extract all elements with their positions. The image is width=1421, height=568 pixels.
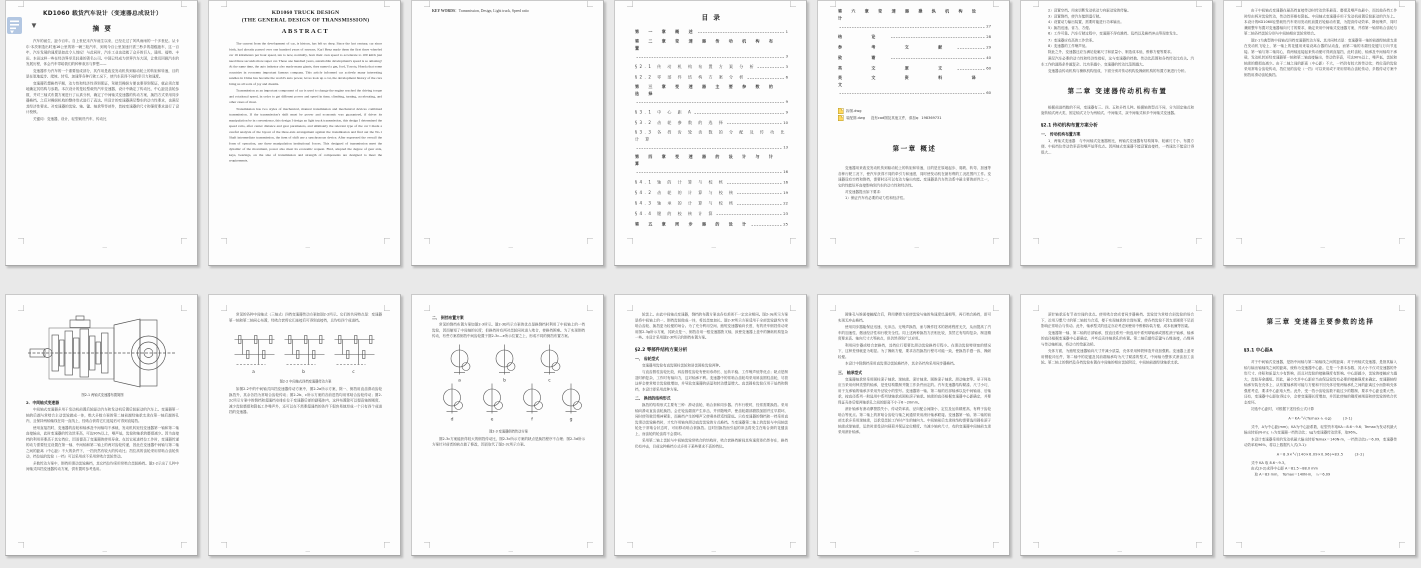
svg-text:f: f xyxy=(531,417,533,423)
sub-heading: 二、 倒挡布置方案 xyxy=(432,315,464,320)
toc-entry-label: 第 三 章 变 速 器 主 要 参 数 的 选 择 xyxy=(635,84,777,96)
body-paragraph: 变速器用齿轮有直齿圆柱齿轮和斜齿圆柱齿轮两种。 xyxy=(642,363,723,368)
svg-text:d: d xyxy=(450,417,454,423)
margin-crop-mark xyxy=(1196,542,1202,548)
body-paragraph: 式中，A为中心距(mm)；KA为中心距系数，轻型货车取KA＝8.6～9.6；Temax为发动机最大输出转矩(N·m)；i₁为变速器一挡传动比；ηg为变速器传动效率，取96%。 xyxy=(1244,424,1397,435)
body-line: 1）保证汽车有必要的动力性和经济性。 xyxy=(845,195,907,200)
document-page-4[interactable] xyxy=(614,0,807,266)
toc-dot-leader xyxy=(727,119,782,125)
body-paragraph: 滚针轴承还有节省空间的优点。使用啮合套或者同步器换挡、齿轮皆为常啮合斜齿轮的场合下，沿用习惯尺寸的第二轴较为合适，便于实现轴承的合理布置，使各挡齿轮不因支承刚度不足而影响正常啮合与传动。此外，轴承型式的选定亦应考虑到使用中维修拆装方便、成本低廉等因素。 xyxy=(1041,312,1194,328)
toc-entry[interactable] xyxy=(635,189,788,197)
margin-crop-mark xyxy=(424,305,430,311)
toc-page-number: 28 xyxy=(986,34,991,39)
margin-crop-mark xyxy=(1236,1,1242,7)
toc-entry[interactable] xyxy=(635,28,788,36)
body-paragraph: 多数传动方案中，倒挡用滑动齿轮换挡，其它挡位均采用常啮合齿轮换挡。图2-2示出了几种中间轴式四挡变速器传动方案，供布置时参考选用。 xyxy=(26,461,179,471)
svg-text:b: b xyxy=(503,378,506,384)
chevron-down-icon[interactable]: ▼ xyxy=(30,21,38,30)
page-number-mark xyxy=(1321,552,1326,553)
toc-entry[interactable] xyxy=(838,43,991,51)
margin-crop-mark xyxy=(181,238,187,244)
body-line: 3）设置倒挡，使汽车能倒退行驶。 xyxy=(1048,14,1103,19)
viewer-floating-control xyxy=(7,17,38,35)
margin-crop-mark xyxy=(221,1,227,7)
margin-crop-mark xyxy=(18,542,24,548)
figure-transmission xyxy=(26,314,179,391)
body-line: 由式(3-2)求得中心距 A＝81.5～88.0 mm xyxy=(1251,466,1318,471)
chapter-heading: 摘 要 xyxy=(92,25,113,33)
margin-crop-mark xyxy=(1033,305,1039,311)
body-paragraph: 滚针轴承有滚动摩擦损失小、传动效率高、径向配合间隙小、定位及运转精度高、有利于齿轮啮合等优点。第二轴上的常啮合齿轮与轴之间通常采用滚针轴承联接。变速器第一轴、第二轴的前部支承多采用球轴承，以承受齿轮工作时产生的轴向力。中间轴前后支承视结构需要选用圆柱滚子轴承或球轴承，运转时承受径向载荷并保证定位精度。为减小轴向尺寸，有的变速器中间轴前支承采用滚针轴承。 xyxy=(838,407,991,434)
body-paragraph: 变速器用来改变发动机传到驱动轮上的转矩和转速，目的是在原地起步、爬坡、转弯、加速等各种行驶工况下，使汽车获得不同的牵引力和速度，同时使发动机在最有利的工况范围内工作。变速器设有空挡和倒挡，需要时还可以有动力输出功能。变速器是汽车传动系中最主要的部件之一，它的性能好坏直接影响到汽车的动力性和经济性。 xyxy=(838,166,991,188)
margin-crop-mark xyxy=(1236,542,1242,548)
toc-entry[interactable] xyxy=(635,38,788,60)
attachment-row[interactable] xyxy=(838,108,991,114)
figure-gear-schemes xyxy=(231,326,381,376)
figure-caption: 图2-2 中间轴式四挡变速器传动方案 xyxy=(279,379,332,384)
toc-dot-leader xyxy=(752,220,782,226)
document-outline-icon[interactable] xyxy=(7,17,23,35)
margin-crop-mark xyxy=(181,1,187,7)
margin-crop-mark xyxy=(18,305,24,311)
toc-dot-leader xyxy=(958,64,985,70)
body-paragraph: 常见的倒挡布置方案如图2-3所示。图2-3b所示方案的优点是换倒挡时利用了中间轴上的一挡齿轮，因而缩短了中间轴的长度；但换挡时有两对齿轮同时进入啮合，使换挡困难。为了实现倒挡传动，有些方案将倒挡中间齿轮置于图2-3c—e所示位置之上，形成不同的倒挡布置方案。 xyxy=(432,322,585,338)
body-paragraph: 满足汽车必要的动力性和经济性指标，这与变速器的挡数、传动比范围和各挡传动比有关。汽车工作的道路条件越复杂、比功率越小，变速器的传动比范围越大。 xyxy=(1041,56,1194,67)
toc-entry-label: §4.4 键 的 校 核 计 算 xyxy=(635,211,715,216)
body-paragraph: 轮齿上。由此中间轴式变速器，倒挡的布置方案也各有差别不一定完全相同。图2-3e所示方案是将中间轴上的一、倒挡齿轮做成一体，将其齿宽加长。图2-3f所示方案适用于全部齿轮副均为常啮合齿轮、换挡更为轻便的场合。为了充分利用空间、缩短变速器轴向长度，有的货车倒挡传动采用图2-3g所示方案，其缺点是一、倒挡各用一根变速器拨叉轴，致使变速器上盖中的操纵机构复杂一些。本设计采用图2-3f所示的倒挡布置方案。 xyxy=(635,312,788,340)
table-of-contents xyxy=(838,8,991,97)
margin-crop-mark xyxy=(627,305,633,311)
page-number-mark xyxy=(103,248,108,249)
toc-entry-label: 第 一 章 概 述 xyxy=(635,29,697,34)
page-content xyxy=(615,0,807,253)
margin-crop-mark xyxy=(993,238,999,244)
svg-text:g: g xyxy=(569,417,573,423)
body-line: 关键词：变速器，设计，轻型载货汽车，传动比 xyxy=(33,116,107,121)
body-line: 4）设置动力输出装置，需要时能进行功率输出。 xyxy=(1048,20,1124,24)
body-paragraph: 变速器轴承常采用圆柱滚子轴承、球轴承、滚针轴承、圆锥滚子轴承、滑动轴套等。至于何处应当采用何种类型的轴承，是受结构限制并随工作条件而定的。汽车变速器结构紧凑、尺寸小巧，用于支承轴的轴承多采用外径较小的型号。变速器第一轴、第二轴的后部轴承以及中间轴前、后轴承，按直径系列一般选用中系列球轴承或圆柱滚子轴承。轴承的直径根据变速器中心距确定，并要保证壳体后壁两轴承孔之间的距离不小于6～20mm。 xyxy=(838,377,991,405)
toc-entry[interactable] xyxy=(635,73,788,81)
body-paragraph: 采用第二轴上齿轮与中间轴齿轮常啮合的结构时，啮合套换挡瞬间其角速度差仍然存在，换挡仍有冲击，目前这种换挡方式多用于某些要求不高的挡位。 xyxy=(635,438,788,449)
margin-crop-mark xyxy=(384,1,390,7)
body-paragraph: 与直齿圆柱齿轮比较，斜齿圆柱齿轮有使用寿命长、运转平稳、工作噪声低等优点；缺点是制造时稍复杂，工作时有轴向力，这对轴承不利。变速器中的常啮合齿轮均采用斜齿圆柱齿轮，尽管这样会使常啮合齿轮数增加，并导致变速器的质量和转动惯量增大。直齿圆柱齿轮仅用于低挡和倒挡，本设计即采用此种方案。 xyxy=(635,370,788,392)
section-heading: §2.2 零部件结构方案分析 xyxy=(635,347,688,353)
page-content xyxy=(209,295,401,556)
svg-text:a: a xyxy=(458,378,461,384)
margin-crop-mark xyxy=(1033,1,1039,7)
margin-crop-mark xyxy=(424,238,430,244)
spacer xyxy=(838,122,991,139)
toc-page-number: 9 xyxy=(785,110,788,115)
body-paragraph: 使用同步器能保证迅速、无冲击、无噪声换挡，而与操作技术的熟练程度无关，从而提高了汽车的加速性、燃油经济性和行驶安全性。同上述两种换挡方法相比较，虽然它有结构复杂、制造精度要求高、轴向尺寸大等缺点，但仍然得到广泛应用。 xyxy=(838,325,991,341)
toc-entry[interactable] xyxy=(635,154,788,176)
toc-entry-label: §3.1 中 心 距 A xyxy=(635,110,694,115)
toc-dot-leader xyxy=(637,143,782,149)
margin-crop-mark xyxy=(993,1,999,7)
body-paragraph: 变速器第一轴、第二轴的后部轴承，按直径系列一般选用中系列球轴承或圆柱滚子轴承，轴承的直径根据变速器中心距确定，并考虑壳体轴承孔的布置。第二轴后端经花键与凸缘连接，凸缘再与传动轴相连，将动力传给驱动桥。 xyxy=(1041,330,1194,347)
page-number-mark xyxy=(306,552,311,553)
page-number-mark xyxy=(915,248,920,249)
body-paragraph: 由于中间轴式变速器在最高挡直接传动时传动效率最高、磨损及噪声也最小，而其他各挡工作时经由两对齿轮传动，传动效率略有降低。中间轴式变速器多用于发动机前置后轮驱动的汽车上。本设计的KD1060轻型载货汽车采用发动机前置后轮驱动布置，为提高传动效率、降低噪声，同时兼顾整车布置对变速器轴向尺寸的要求，确定采用中间轴式变速器方案，并将第一轴常啮合齿轮与第二轴各挡齿轮分别与中间轴相应齿轮常啮合。 xyxy=(1244,8,1397,36)
margin-crop-mark xyxy=(1399,305,1405,311)
toc-dot-leader xyxy=(747,73,784,79)
margin-crop-mark xyxy=(993,542,999,548)
body-line: 2）设置空挡。用来切断发动机动力向驱动轮的传输。 xyxy=(1048,8,1131,13)
page-content xyxy=(818,0,1010,253)
toc-page-number: 16 xyxy=(783,169,788,174)
toc-page-number: 19 xyxy=(783,190,788,195)
margin-crop-mark xyxy=(1196,1,1202,7)
body-paragraph: 圆锥孔与锥面接触配合后，利用摩擦力矩使齿轮与轴的角速度迅速相等，再行啮合换挡，即可实现无冲击换挡。 xyxy=(838,312,991,323)
toc-dot-leader xyxy=(737,189,782,195)
margin-crop-mark xyxy=(790,238,796,244)
body-paragraph: 变速器由传动机构与操纵机构组成，下面分别对传动机构及操纵机构的布置方案进行分析。 xyxy=(1048,69,1188,73)
toc-entry-label: 英 文 原 文 xyxy=(838,66,957,71)
toc-entry[interactable] xyxy=(635,84,788,106)
toc-entry-label: 结 论 xyxy=(838,34,890,39)
toc-entry-label: 英 文 资 料 译 文 xyxy=(838,75,990,87)
toc-entry-label: §3.2 齿 轮 参 数 的 选 择 xyxy=(635,120,726,125)
page-content xyxy=(209,0,401,253)
margin-crop-mark xyxy=(1399,238,1405,244)
body-paragraph: 中间轴式变速器多用于发动机前置后轮驱动汽车和发动机后置后轮驱动的汽车上。变速器第一轴的后端与常啮合主动齿轮做成一体，绝大多数方案的第二轴前端经轴承支承在第一轴后端的孔内，且保持两轴轴线在同一直线上，经啮合套将它们连接后可得到直接挡。 xyxy=(26,407,179,423)
doc-title-english: KD1060 TRUCK DESIGN xyxy=(271,9,340,16)
page-number-mark xyxy=(712,248,717,249)
margin-crop-mark xyxy=(181,305,187,311)
toc-page-number: 16 xyxy=(783,180,788,185)
toc-entry-label: 参 考 文 献 xyxy=(838,45,957,50)
dwg-file-icon xyxy=(838,108,844,114)
doc-title: KD1060 载货汽车设计（变速器总成设计） xyxy=(43,9,162,17)
spacer xyxy=(1244,332,1397,342)
document-page-7[interactable] xyxy=(1223,0,1416,266)
margin-crop-mark xyxy=(1236,238,1242,244)
toc-entry[interactable] xyxy=(838,8,991,30)
body-paragraph: 1．两轴式变速器 与中间轴式变速器相比，两轴式变速器有结构简单、轮廓尺寸小、布置方便、中间挡位传动效率高和噪声低等优点。因两轴式变速器不能设置直接挡，一挡速比不能设计得很大… xyxy=(1041,138,1194,155)
table-of-contents xyxy=(635,28,788,229)
attachment-filename: 拆图.dwg xyxy=(846,108,862,113)
body-paragraph: 如图2-2中的中间轴式四挡变速器传动方案中，图2-2a所示方案，除一、倒挡用直齿滑动齿轮换挡外，其余各挡为常啮合齿轮传动；图2-2b、c所示方案的各前进挡均用常啮合齿轮传动；图2-2c所示方案中的倒挡和超速挡安排在位于变速器后部的副箱体内，这样布置除可以提高轴的刚度、减少齿轮磨损和降低工作噪声外，还可以在不需要超速挡的条件下很容易地形成一个只有四个前进挡的变速器。 xyxy=(229,387,382,414)
toc-page-number: 3 xyxy=(785,64,788,69)
page-content xyxy=(1224,0,1416,253)
margin-crop-mark xyxy=(1236,305,1242,311)
body-paragraph: 除此之外，变速器还应当满足轮廓尺寸和质量小、制造成本低、维修方便等要求。 xyxy=(1048,49,1174,54)
toc-dot-leader xyxy=(637,168,782,174)
toc-entry-label: §4.3 轴 承 的 计 算 与 校 核 xyxy=(635,201,736,206)
attachment-note: 没有cad图及其他文件，请加q：198369731 xyxy=(870,115,942,120)
margin-crop-mark xyxy=(1399,1,1405,7)
body-paragraph: 图2-1为典型的中间轴式四挡变速器传动方案。其共同特点是：变速器第一轴的前端经轴承支承在发动机飞轮上，第一轴上的花键用来装设离合器的从动盘，而第二轴的末端经花键与万向节连接。第一轴与第二轴同心，将两轴连接起来传动便可得到直接挡，此时齿轮、轴承及中间轴均不承载，发动机转矩经变速器第一轴和第二轴直接输出，传动效率高，可达90%以上，噪声低，齿轮和轴承的磨损也减少。由于二轴之间的距离（中心距）不大，一挡仍有较大的传动比；挡位高的齿轮采用常啮合齿轮传动，挡位低的齿轮（一挡）可以采用或不采用常啮合齿轮传动，多数传动方案中倒挡用滑动齿轮换挡。 xyxy=(1244,38,1397,77)
spacer xyxy=(1041,75,1194,81)
document-page-14[interactable] xyxy=(1223,294,1416,556)
toc-dot-leader xyxy=(758,63,785,69)
body-paragraph: 汽车的诞生，距今百年。自上世纪末汽车诞生以来，已经走过了风风雨雨的一个多世纪。从卡尔·本茨制造出时速16公里的第一辆三轮汽车，到现今百公里加速只需三秒多的超级跑车，这一百年，汽车发展的速度是如此令人惊叹！与此同时，汽车工业也造就了众多的巨人，通用、福特、丰田、本田这样一些在经济界举足轻重的著名公司。中国已经成为世界汽车大国，让我们回顾汽车的发展历程，体会汽车带给我们的种种欢乐与梦想—— xyxy=(26,39,179,66)
margin-crop-mark xyxy=(181,542,187,548)
toc-dot-leader xyxy=(637,52,785,58)
page-content xyxy=(6,295,198,556)
margin-crop-mark xyxy=(830,238,836,244)
toc-entry[interactable] xyxy=(635,220,788,228)
margin-crop-mark xyxy=(627,1,633,7)
figure-reverse xyxy=(432,341,585,427)
document-page-8[interactable] xyxy=(5,294,198,556)
body-line: 式中 KA 取 8.6～9.3。 xyxy=(1251,460,1288,465)
formula: A＝8.9×³√(140×6.09×0.96)≈83.5 (3-2) xyxy=(1276,452,1365,457)
page-content xyxy=(818,295,1010,556)
body-paragraph: 图2-3c方案能获得较大的倒挡传动比，图2-3c所示方案的缺点是换挡程序不合理；图2-3d所示方案针对前者的缺点做了修改，因而取代了图2-3c所示方案。 xyxy=(432,436,585,447)
document-page-11[interactable] xyxy=(614,294,807,556)
page-number-mark xyxy=(712,552,717,553)
toc-dot-leader xyxy=(891,54,985,60)
margin-crop-mark xyxy=(587,305,593,311)
figure-caption: 图2-3 变速器倒挡传动方案 xyxy=(489,429,528,434)
margin-crop-mark xyxy=(384,305,390,311)
toc-entry[interactable] xyxy=(635,210,788,218)
document-page-10[interactable] xyxy=(411,294,604,556)
body-line: 对变速器提出如下要求： xyxy=(845,190,884,194)
toc-page-number: 40 xyxy=(986,55,991,60)
document-page-13[interactable] xyxy=(1020,294,1213,556)
toc-page-number: 1 xyxy=(785,29,788,34)
svg-text:e: e xyxy=(490,417,494,423)
page-number-mark xyxy=(509,552,514,553)
page-content xyxy=(6,0,198,253)
document-page-2[interactable] xyxy=(208,0,401,266)
toc-page-number: 25 xyxy=(783,222,788,227)
margin-crop-mark xyxy=(587,1,593,7)
margin-crop-mark xyxy=(1196,238,1202,244)
toc-dot-leader xyxy=(891,33,985,39)
body-line: 7）变速器应有高的工作效率。 xyxy=(1048,38,1096,43)
figure-reverse-gear-layouts xyxy=(432,341,587,425)
page-number-mark xyxy=(915,552,920,553)
page-content xyxy=(412,0,604,253)
toc-entry[interactable] xyxy=(635,108,788,116)
toc-entry-label: 第 四 章 变 速 器 的 设 计 与 计 算 xyxy=(635,154,777,166)
body-paragraph: Transmission has two styles of mechanical, manual transmission and mechanical devices combined transmission. If the transmission's shift must be power and economic was guaranteed, if driver its manipulation be in convenience, this design I design an light truck transmission, this design I determined the speed ratio, after center distance and gear parameters, and ultimately the relevant type of the car I made a careful analysis of the layout of the three-axis arrangement against the transmission and find out the No.1 Shaft intermediate transmission, the item of shift use a synchronous device. After expressed the overall the form of operation, use these manipulation institutional forces. This designed of transmission meet the dynamic of the movement, power also meet its economic request. Find, adopted the degree of gear axis, keys, bearings, on the size of transmission and strength of components are designed to meet the requirements. xyxy=(229,106,382,163)
svg-text:a: a xyxy=(252,370,255,375)
margin-crop-mark xyxy=(221,542,227,548)
toc-entry-label: §4.1 轴 的 计 算 与 校 核 xyxy=(635,180,726,185)
margin-crop-mark xyxy=(587,238,593,244)
toc-entry[interactable] xyxy=(838,54,991,62)
body-paragraph: The current from the development of car, is history, has left us deep. Since the last century, car since birth, had already passed over one hundred years of seasons. Karl Benz made them the first three wheeled car 16 kilometers per hour speed, ten to now, normally, born their own speed to accelerate to 100 km/h just need three seconds more super car. These one hundred years, automobile development's speed is so amazing! At the same time, the auto industry also made many giants, they named a gm, ford, Toyota, Honda that some countries in economy important famous company. This article informed car actively many interesting sandies in China has become the world's auto power, let us look up a car, the development history of the cars bring us all sorts of joy and dreams. xyxy=(229,41,382,86)
keywords-line xyxy=(432,8,585,14)
toc-entry-label: §2.1 传 动 机 构 布 置 方 案 分 析 xyxy=(635,64,757,69)
toc-entry[interactable] xyxy=(635,63,788,71)
toc-entry-label: 第 六 章 变 速 器 操 纵 机 构 设 计 xyxy=(838,9,980,21)
toc-entry[interactable] xyxy=(838,75,991,97)
toc-page-number: 60 xyxy=(986,66,991,71)
sub-heading: 2．中间轴式变速器 xyxy=(26,400,60,405)
body-line: 8）变速器的工作噪声低。 xyxy=(1048,44,1089,48)
body-paragraph: 变速器若想换挡平顺，动力性和经济性得到保证，驾驶员操纵方便也要得到保证，就必须合理地确定其结构与参数。本次设计的是轻型载货汽车变速器，设计中确定了传动比、中心距及齿轮参数，并对三轴式布置方案进行了认真分析，确定了中间轴式变速器的传动方案，换挡方式采用同步器换挡。之后对操纵机构的整体形式进行了表达。所设计的变速器满足整车的动力性要求，也满足其经济性要求。对变速器的齿轮、轴、键、轴承等零部件，皆按变速器的尺寸和强度要求进行了设计校核。 xyxy=(26,81,179,114)
chapter-heading: 第三章 变速器主要参数的选择 xyxy=(1266,318,1375,326)
toc-entry[interactable] xyxy=(635,119,788,127)
toc-dot-leader xyxy=(958,43,985,49)
toc-page-number: 23 xyxy=(783,211,788,216)
page-number-mark xyxy=(306,248,311,249)
toc-entry-label: 第 二 章 变 速 器 传 动 机 构 布 置 xyxy=(635,39,777,51)
toc-entry[interactable] xyxy=(838,33,991,41)
body-paragraph: 对于中间轴式变速器，是指中间轴与第二轴轴线之间的距离；对于两轴式变速器，是指其输入轴与输出轴轴线之间的距离，统称为变速器中心距。它是一个基本参数，其大小不仅对变速器的外形尺寸、体积和质量大小有影响，而且对齿轮的接触强度有影响。中心距越小，齿轮的接触应力越大，齿轮寿命越短。因此，最小允许中心距应当由保证轮齿有必要的接触强度来确定。变速器轴经轴承安装在壳体上，从布置轴承的可能与方便和不因壳体后壁两轴承孔之间的距离过小而影响壳体强度考虑，要求中心距取大些。此外，受一挡小齿轮齿数不能过少的限制，要求中心距也要大些。还有，变速器中心距取得过小，会使变速器长度增加，并因此使轴的刚度被削弱和使齿轮的啮合状态变坏。 xyxy=(1244,360,1397,405)
chapter-heading: 第一章 概述 xyxy=(892,145,937,153)
toc-page-number: 29 xyxy=(986,45,991,50)
margin-crop-mark xyxy=(627,542,633,548)
toc-entry-label: 第 五 章 同 步 器 的 设 计 xyxy=(635,222,751,227)
toc-page-number: 9 xyxy=(785,99,788,104)
document-page-6[interactable] xyxy=(1020,0,1213,266)
body-line: 初选中心距时，可根据下述经验公式计算 xyxy=(1251,407,1314,411)
margin-crop-mark xyxy=(993,305,999,311)
section-heading: §3.1 中心距A xyxy=(1244,348,1273,353)
body-paragraph: 换挡的结构形式主要有三种：滑动齿轮、啮合套和同步器。汽车行驶时，经常需要换挡。采用轴向滑动直齿齿轮换挡，会在轮齿端面产生冲击，并伴随噪声，使齿轮端部磨损加剧并过早损坏，同时使驾驶员精神紧张，而换挡产生的噪声又使乘坐舒适性降低。只有变速器的倒挡和一挡采用直齿滑动齿轮换挡时，才允许用轴向滑动直齿齿轮的方式换挡。当变速器第二轴上的齿轮与中间轴齿轮处于常啮合状态时，可用移动啮合套换挡。这时因换挡而引起的冲击将发生在啮合套的花键齿上，而齿轮的轮齿将不会损坏。 xyxy=(635,403,788,436)
section-heading: §2.1 传动机构布置方案分析 xyxy=(1041,122,1098,128)
toc-entry[interactable] xyxy=(635,178,788,186)
toc-entry-label: §3.3 各 挡 齿 轮 齿 数 的 分 配 及 传 动 比 计 算 xyxy=(635,130,787,142)
keywords-label: KEY WORDS： xyxy=(432,8,459,13)
attachment-filename: 装配图.dwg xyxy=(846,115,865,120)
margin-crop-mark xyxy=(790,542,796,548)
chapter-heading: ABSTRACT xyxy=(281,27,330,35)
page-number-mark xyxy=(1118,248,1123,249)
body-line: 取 A＝83 mm， Temax＝140N·m， i₁＝6.09 xyxy=(1251,472,1331,477)
toc-page-number: 10 xyxy=(783,120,788,125)
body-paragraph: 常见的各种中间轴式（三轴式）四挡变速器传动方案如图2-2所示。它们的共同特点是：变速器第一轴和第二轴同心布置，经啮合套将它们连接后可得到直接挡，且均有四个前进挡。 xyxy=(229,312,382,323)
toc-page-number: 27 xyxy=(986,24,991,29)
keywords-value: Transmission, Design, Light truck, Speed ratio xyxy=(458,8,529,13)
chapter-heading: 第二章 变速器传动机构布置 xyxy=(1067,87,1168,95)
toc-entry[interactable] xyxy=(635,199,788,207)
margin-crop-mark xyxy=(1196,305,1202,311)
sub-heading: 一、 齿轮型式 xyxy=(635,356,660,361)
document-page-9[interactable] xyxy=(208,294,401,556)
sub-heading: 二、 换挡的结构形式 xyxy=(635,396,671,401)
toc-entry[interactable] xyxy=(838,64,991,72)
body-paragraph: 6）工作可靠。汽车行驶过程中，变速器不得有跳挡、乱挡以及换挡冲击等现象发生。 xyxy=(1048,31,1180,36)
figure-caption: 图2-1 两轴式变速器布置简图 xyxy=(81,393,124,397)
chapter-heading: 目 录 xyxy=(701,14,722,22)
page-content xyxy=(1021,0,1213,253)
toc-dot-leader xyxy=(840,89,985,95)
body-paragraph: 本设计变速器采用的发动机最大输出转矩Temax＝140N·m，一挡传动比i₁＝6.09，变速器传动效率取96%，将以上数据代入式(3-1)： xyxy=(1244,437,1397,447)
toc-entry[interactable] xyxy=(635,129,788,151)
page-number-mark xyxy=(509,248,514,249)
doc-title-english: (THE GENERAL DESIGN OF TRANSMISSION) xyxy=(241,17,370,23)
margin-crop-mark xyxy=(1033,542,1039,548)
margin-crop-mark xyxy=(18,238,24,244)
margin-crop-mark xyxy=(627,238,633,244)
margin-crop-mark xyxy=(790,305,796,311)
dwg-file-icon xyxy=(838,115,844,121)
spacer xyxy=(838,159,991,166)
margin-crop-mark xyxy=(830,542,836,548)
margin-crop-mark xyxy=(587,542,593,548)
document-page-5[interactable] xyxy=(817,0,1010,266)
margin-crop-mark xyxy=(221,305,227,311)
toc-page-number: 13 xyxy=(783,145,788,150)
margin-crop-mark xyxy=(790,1,796,7)
toc-dot-leader xyxy=(695,108,784,114)
sub-heading: 三、 轴承型式 xyxy=(838,370,863,375)
attachment-row[interactable] xyxy=(838,115,991,121)
toc-dot-leader xyxy=(698,28,784,34)
page-number-mark xyxy=(103,552,108,553)
body-paragraph: 壳体方面，为缩短变速器轴向尺寸并减小质量，壳体采用铸铁铸造并设加强筋。变速器上盖采用钢板冲压件，第二轴中的花键及其前端轴承均为尺寸紧凑的型式，中间轴为整体式滚齿加工齿轮。第二轴上的倒挡及各挡齿轮布置在中间轴的相应齿轮附近，中间轴前端经球轴承支承。 xyxy=(1041,349,1194,365)
margin-crop-mark xyxy=(221,238,227,244)
page-content xyxy=(615,295,807,556)
toc-page-number: 22 xyxy=(783,201,788,206)
document-page-3[interactable] xyxy=(411,0,604,266)
margin-crop-mark xyxy=(1033,238,1039,244)
figure-transmission-cross-section xyxy=(26,314,179,389)
figure-schemes xyxy=(229,326,382,378)
margin-crop-mark xyxy=(384,238,390,244)
toc-dot-leader xyxy=(737,199,782,205)
toc-page-number: 6 xyxy=(785,75,788,80)
page-content xyxy=(1021,295,1213,556)
svg-text:c: c xyxy=(352,370,355,375)
document-page-12[interactable] xyxy=(817,294,1010,556)
body-paragraph: 变速器作为汽车的一个重要组成部分，其作用是改变发动机传到驱动轮上的转矩和转速，目的是在原地起步、爬坡、转弯、加速等各种行驶工况下，使汽车获得不同的牵引力和速度。 xyxy=(26,68,179,79)
toc-entry-label: §4.2 齿 轮 的 计 算 与 校 核 xyxy=(635,190,736,195)
svg-text:c: c xyxy=(548,378,551,384)
toc-dot-leader xyxy=(727,178,782,184)
sub-heading: 一、 传动机构布置方案 xyxy=(1041,131,1081,137)
margin-crop-mark xyxy=(1399,542,1405,548)
margin-crop-mark xyxy=(830,1,836,7)
spacer xyxy=(838,99,991,107)
margin-crop-mark xyxy=(424,1,430,7)
page-content xyxy=(412,295,604,556)
toc-page-number: 3 xyxy=(785,54,788,59)
svg-text:b: b xyxy=(302,370,305,375)
page-content xyxy=(1224,295,1416,556)
body-paragraph: 本设计中除倒挡采用直齿滑动齿轮换挡外，其余各挡均采用同步器换挡。 xyxy=(845,361,957,366)
body-paragraph: Transmission as an important component of car is used to change the engine reached the driving torque and rotational speed, in order to get different power and speed in time, climbing, turning, accelerating, and other cases of most. xyxy=(229,88,382,104)
toc-dot-leader xyxy=(716,210,781,216)
attachment-list xyxy=(838,108,991,121)
body-line: 5）换挡迅速、省力、方便。 xyxy=(1048,25,1093,30)
toc-entry-label: §2.2 零 部 件 结 构 方 案 分 析 xyxy=(635,75,746,80)
body-paragraph: 根据前进挡数的不同，变速器有三、四、五和多挡几种。根据轴的型式不同，分为固定轴式和旋转轴式两大类，固定轴式又分为两轴式、中间轴式、双中间轴式和多中间轴式变速器。 xyxy=(1041,105,1194,115)
margin-crop-mark xyxy=(384,542,390,548)
margin-crop-mark xyxy=(424,542,430,548)
toc-page-number: 60 xyxy=(986,90,991,95)
toc-dot-leader xyxy=(840,22,985,28)
toc-dot-leader xyxy=(637,98,785,104)
margin-crop-mark xyxy=(18,1,24,7)
page-number-mark xyxy=(1321,248,1326,249)
body-paragraph: 使用直接挡时，变速器的齿轮和轴承及中间轴均不承载，发动机转矩经变速器第一轴和第二轴直接输出，此时变速器的传动效率高，可达90%以上，噪声低，齿轮和轴承的磨损减少。因为直接挡的利用率要高于其它挡位，因而提高了变速器的使用寿命。在其它前进挡位工作时，变速器传递的动力需要经过设置在第一轴、中间轴和第二轴上的两对齿轮传递，因此在变速器中间轴与第二轴之间的距离（中心距）不大的条件下，一挡仍然有较大的传动比；挡位高的齿轮采用常啮合齿轮传动，挡位低的齿轮（一挡）可以采用或不采用常啮合齿轮传动。 xyxy=(26,425,179,459)
formula: A＝KA·³√(Temax·i₁·ηg) (3-1) xyxy=(1288,416,1353,421)
document-page-1[interactable] xyxy=(5,0,198,266)
toc-entry-label: 致 谢 xyxy=(838,55,890,60)
body-paragraph: 利用同步器或啮合套换挡，其挡位行程要比滑动齿轮换挡行程小。在滑动齿轮特别宽的情况下，这种差别就更为明显。为了操纵方便，要求各挡换挡行程尽可能一致，使换挡手感一致、操纵轻便。 xyxy=(838,343,991,359)
page-number-mark xyxy=(1118,552,1123,553)
margin-crop-mark xyxy=(830,305,836,311)
